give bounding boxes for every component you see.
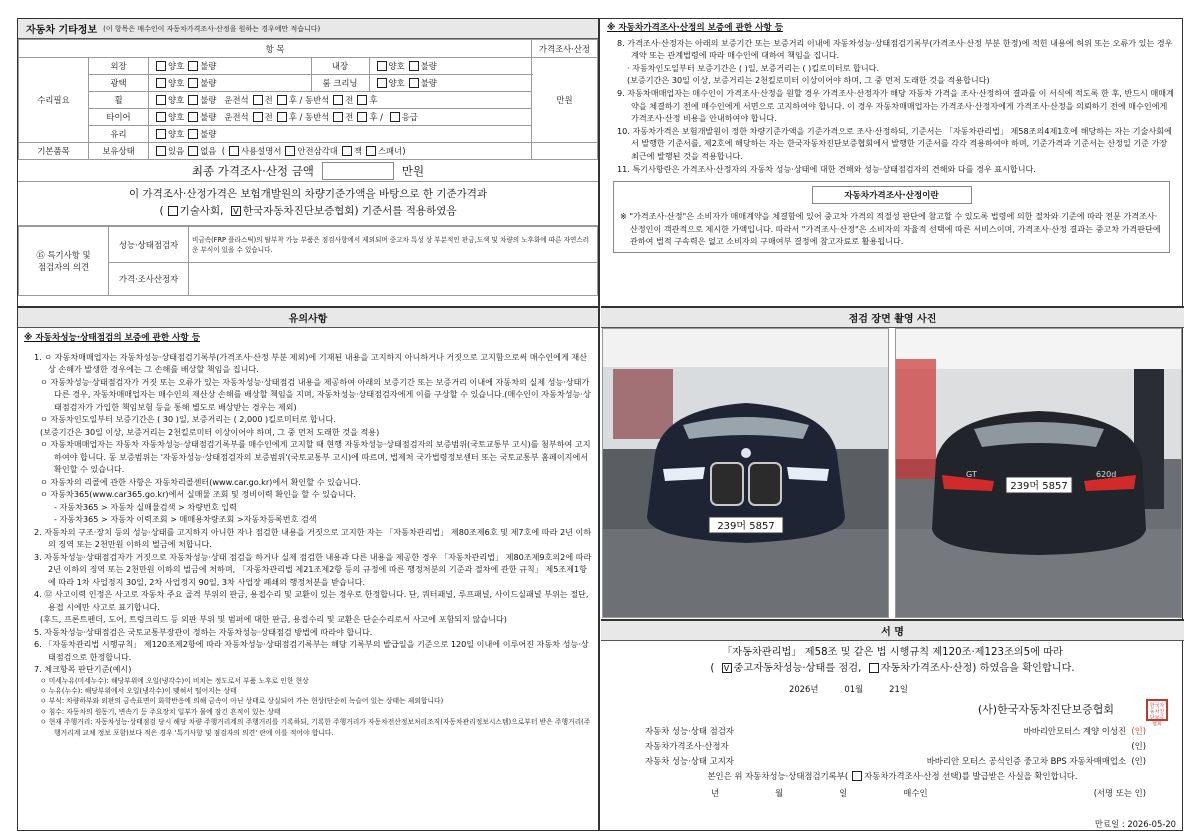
label-passenger: 동반석 xyxy=(305,112,330,122)
checkbox-cleaning-bad[interactable] xyxy=(409,78,419,88)
buyer-year: 년 xyxy=(711,788,720,798)
rear-plate-text: 239머 5857 xyxy=(1010,481,1068,492)
buyer-month: 월 xyxy=(775,788,784,798)
sign-opt2: 자동차가격조사·산정) 하였음을 확인합니다. xyxy=(880,663,1075,674)
price-basis-text: 이 가격조사·산정가격은 보험개발원의 차량기준가액을 바탕으로 한 기준가격과 xyxy=(128,188,488,200)
notice-item: 2. 자동차의 구조·장치 등의 성능·상태를 고지하지 아니한 자나 점검한 내용을 거짓으로 고지한 자는 「자동차관리법」 제80조제6호 및 제7호에 따라 2년 이하의 징역 또는 2천만원 이하의 벌금에 처합니다. xyxy=(34,526,592,550)
label-front: 전 xyxy=(345,112,354,122)
row-exterior: 외장 xyxy=(89,58,149,75)
label-rear: 후 xyxy=(369,112,378,122)
checkbox-wheel-pass-front[interactable] xyxy=(333,95,343,105)
sign-row-inspector xyxy=(601,717,1184,737)
photo-section xyxy=(601,306,1184,328)
signature-statement: 「자동차관리법」 제58조 및 같은 법 시행규칙 제120조·제123조의5에 따라 ( V 중고자동차성능·상태를 점검, 자동차가격조사·산정) 하였음을 확인합니다. xyxy=(601,641,1184,677)
notice-list xyxy=(24,351,592,738)
row-polish: 광택 xyxy=(89,75,149,92)
checkbox-have[interactable] xyxy=(156,146,166,156)
checkbox-polish-good[interactable] xyxy=(156,78,166,88)
basis-tail: ) 기준서를 적용하였음 xyxy=(354,205,457,217)
label-good: 양호 xyxy=(168,61,185,71)
notice-item: ㅇ 자동차인도일부터 보증기간은 ( 30 )일, 보증거리는 ( 2,000 )킬로미터로 합니다. xyxy=(40,414,336,425)
kidney-grille-right xyxy=(749,463,781,505)
checkbox-tire-bad[interactable] xyxy=(188,112,198,122)
inspection-record-sheet xyxy=(17,18,1183,831)
buyer-day: 일 xyxy=(839,788,848,798)
row-wheel: 휠 xyxy=(89,92,149,109)
checkbox-confirm-price[interactable] xyxy=(852,771,862,781)
price-inspector-comment xyxy=(189,263,598,296)
label-spanner: 스패너 xyxy=(377,146,403,156)
final-price-row xyxy=(18,160,598,182)
checkbox-tire-driver-rear[interactable] xyxy=(277,112,287,122)
sign-r3-value: 바바리안 모터스 공식인증 중고차 BPS 자동차매매업소 xyxy=(926,756,1127,766)
notice-item: 5. 자동차성능·상태점검은 국토교통부장관이 정하는 자동차성능·상태점검 방법에 따라야 합니다. xyxy=(34,626,373,637)
sign-row-notifier xyxy=(601,752,1184,767)
notice-item: (보증기간은 30일 이상, 보증거리는 2천킬로미터 이상이어야 하며, 그 중 먼저 도래한 것을 적용) xyxy=(40,426,380,437)
perf-inspector-comment: 비금속(FRP 플라스틱)의 탈부착 가능 부품은 점검사항에서 제외되며 중고차 특성 상 부분적인 판금,도색 및 차량의 노후화에 따른 자연스러운 부식이 있을 수 있습니다. xyxy=(189,227,598,263)
notice-item: (후드, 프론트펜더, 도어, 트렁크리드 등 외판 부위 및 범퍼에 대한 판금, 용접수리 및 교환은 단순수리로서 사고에 포함되지 않습니다) xyxy=(40,614,507,625)
checkbox-tire-pass-rear[interactable] xyxy=(357,112,367,122)
checkbox-cleaning-good[interactable] xyxy=(377,78,387,88)
col-price-header: 가격조사·산정 xyxy=(532,40,598,58)
label-driver: 운전석 xyxy=(224,95,249,105)
checkbox-exterior-good[interactable] xyxy=(156,61,166,71)
checkbox-glass-bad[interactable] xyxy=(188,129,198,139)
label-bad: 불량 xyxy=(200,129,217,139)
row-room-cleaning: 룸 크리닝 xyxy=(311,75,369,92)
buyer-row xyxy=(601,782,1184,799)
label-passenger: 동반석 xyxy=(305,95,330,105)
item11: 11. 특기사항란은 가격조사·산정자의 자동차 성능·상태에 대한 견해와 성능·상태점검자의 견해와 다를 경우 표시합니다. xyxy=(617,163,1036,174)
price-warranty-title: ※ 자동차가격조사·산정의 보증에 관한 사항 등 xyxy=(607,23,784,33)
checkbox-tire-pass-front[interactable] xyxy=(333,112,343,122)
label-rear: 후 xyxy=(369,95,378,105)
rear-car-image xyxy=(896,329,1182,618)
label-have: 있음 xyxy=(168,146,185,156)
notice-item: ㅇ 누유(누수): 해당부위에서 오일(냉각수)이 맺혀서 떨어지는 상태 xyxy=(40,687,237,695)
special-notes-table xyxy=(18,226,598,296)
rear-car-photo xyxy=(895,328,1182,618)
notice-body xyxy=(18,328,598,738)
bmw-logo xyxy=(741,448,751,458)
confirm-post: 자동차가격조사·산정 선택)를 발급받은 사실을 확인합니다. xyxy=(864,771,1078,781)
sign-year: 2026년 xyxy=(789,684,819,694)
label-none: 없음 xyxy=(200,146,217,156)
item8-warranty: · 자동차인도일부터 보증기간은 ( )일, 보증거리는 ( )킬로미터로 합니다. xyxy=(627,62,880,73)
checkbox-tire-emergency[interactable] xyxy=(390,112,400,122)
bg-equipment xyxy=(896,359,936,479)
checkbox-wheel-driver-front[interactable] xyxy=(253,95,263,105)
sign-opt1: 중고자동차성능·상태를 점검, xyxy=(733,663,862,674)
sign-day: 21일 xyxy=(889,684,908,694)
label-front: 전 xyxy=(264,112,273,122)
item8: 8. 가격조사·산정자는 아래의 보증기간 또는 보증거리 이내에 자동차성능·상태점검기록부(가격조사·산정 부분 한정)에 적힌 내용에 허위 또는 오류가 있는 경우 계약 또는 관계법령에 따라 매수인에 대하여 책임을 집니다. xyxy=(617,37,1173,61)
checkbox-wheel-bad[interactable] xyxy=(188,95,198,105)
sign-r1-seal: (인) xyxy=(1131,726,1146,736)
label-emergency: 응급 xyxy=(401,112,418,122)
bg-ceiling xyxy=(603,329,889,367)
right-column xyxy=(601,19,1184,830)
price-warranty-section xyxy=(601,19,1184,306)
checkbox-interior-good[interactable] xyxy=(377,61,387,71)
notice-item: 6. 「자동차관리법 시행규칙」 제120조제2항에 따라 자동차성능·상태점검기록부는 해당 기록부의 발급일을 기준으로 120일 이내에 이루어진 자동차 성능·상태점검으로 한정합니다. xyxy=(34,639,589,662)
checkbox-jack[interactable] xyxy=(342,146,352,156)
checkbox-triangle[interactable] xyxy=(285,146,295,156)
headlight-right xyxy=(787,467,829,481)
notice-item: - 자동차365 > 자동차 이력조회 > 매매용차량조회 >자동차등록번호 검색 xyxy=(54,514,317,525)
label-front: 전 xyxy=(345,95,354,105)
row-tire: 타이어 xyxy=(89,109,149,126)
checkbox-basis-engineer[interactable] xyxy=(168,206,178,216)
notice-title: ※ 자동차성능·상태점검의 보증에 관한 사항 등 xyxy=(24,333,201,343)
label-manual: 사용설명서 xyxy=(240,146,282,156)
sign-r1-label: 자동차 성능·상태 점검자 xyxy=(645,726,734,736)
label-bad: 불량 xyxy=(420,61,437,71)
checkbox-polish-bad[interactable] xyxy=(188,78,198,88)
checkbox-exterior-bad[interactable] xyxy=(188,61,198,71)
sign-r3-seal: (인) xyxy=(1131,756,1146,766)
other-info-table: 항 목 가격조사·산정 수리필요 외장 양호 불량 내장 양호 불량 만원 광택 양호 불량 룸 크리닝 양호 불량 휠 양호 불량 운전석 전 후 / 동반석 전 후 타이어 양호 불량 운전석 전 후 / 동반석 전 후 / 응급 유리 양호 불량 기본품목 보유상태 있음 없음 ( 사용설명서 안전삼각대 잭 스패너) xyxy=(18,39,598,160)
bg-equipment xyxy=(613,369,673,439)
org-stamp: 한국자동차진단보증협회 xyxy=(1146,699,1168,721)
sign-confirm xyxy=(601,767,1184,782)
label-good: 양호 xyxy=(168,129,185,139)
front-car-photo xyxy=(602,328,889,618)
checkbox-manual[interactable] xyxy=(229,146,239,156)
checkbox-sign-condition[interactable]: V xyxy=(722,663,732,673)
confirm-pre: 본인은 위 자동차성능·상태점검기록부( xyxy=(707,771,849,781)
sign-org: (사)한국자동차진단보증협회 xyxy=(977,703,1114,716)
checkbox-spanner[interactable] xyxy=(366,146,376,156)
checkbox-basis-kada[interactable]: V xyxy=(231,206,241,216)
notice-item: ㅇ 자동차성능·상태점검자가 거짓 또는 오류가 있는 자동차성능·상태점검 내용을 제공하여 아래의 보증기간 또는 보증거리 이내에 자동차의 실제 성능·상태가 다른 경우, 자동차매매업자는 매수인의 재산상 손해를 배상할 책임을 지며, 자동차성능·상태점검자에게 이를 구상할 수 있습니다.(매수인이 자동차성능·상태점검자가 가입한 책임보험 등을 통해 별도로 배상받는 경우는 제외) xyxy=(40,376,591,412)
price-def-text: ※ "가격조사·산정"은 소비자가 매매계약을 체결함에 있어 중고차 가격의 적절성 판단에 참고할 수 있도록 법령에 의한 절차와 기준에 따라 전문 가격조사·산정인이 객관적으로 제시한 가액입니다. 따라서 "가격조사·산정"은 소비자의 자율적 선택에 따른 서비스이며, 가격조사·산정 결과는 중고차 가격판단에 관하여 법적 구속력은 없고 소비자의 구매여부 결정에 참고자료로 활용됩니다. xyxy=(620,211,1161,247)
notice-item: ㅇ 자동차매매업자는 자동차 자동차성능·상태점검기록부를 매수인에게 고지할 때 현행 자동차성능·상태점검자의 보증범위(국토교통부 고시)를 첨부하여 고지하여야 합니다. 동 보증범위는 '자동차성능·상태점검자의 보증범위'(국토교통부 고시)에 따르며, 법제처 국가법령정보센터 또는 국토교통부 홈페이지에서 확인할 수 있습니다. xyxy=(40,439,591,475)
expiry-date: 만료일 : 2026-05-20 xyxy=(1094,819,1176,829)
notice-item: ㅇ 미세누유(미세누수): 해당부위에 오일(냉각수)이 비치는 정도로서 부품 노후로 인한 현상 xyxy=(40,676,309,685)
price-basis: 이 가격조사·산정가격은 보험개발원의 차량기준가액을 바탕으로 한 기준가격과 ( 기술사회, V 한국자동차진단보증협회) 기준서를 적용하였음 xyxy=(18,182,598,226)
label-bad: 불량 xyxy=(200,95,217,105)
notice-item: ㅇ 침수: 자동차의 원동기, 변속기 등 주요장치 일부가 물에 잠긴 흔적이 있는 상태 xyxy=(40,707,281,716)
notice-item: 4. ⑫ 사고이력 인정은 사고로 자동차 주요 골격 부위의 판금, 용접수리 및 교환이 있는 경우로 한정합니다. 단, 쿼터패널, 루프패널, 사이드실패널 부위는 절단, 용접 시에만 사고로 표기합니다. xyxy=(34,589,589,612)
front-car-image xyxy=(603,329,889,618)
item10: 10. 자동차가격은 보험개발원이 정한 차량기준가액을 기준가격으로 조사·산정하되, 기준서는 「자동차관리법」 제58조의4제1호에 해당하는 자는 기술사회에서 발행한 기준서를, 제2호에 해당하는 자는 한국자동차진단보증협회에서 발행한 기준서를 각각 적용하여야 하며, 기준가격과 기준서는 산정일 기준 가장 최근에 발행된 것을 적용합니다. xyxy=(617,125,1172,161)
final-price-unit: 만원 xyxy=(401,163,425,178)
sign-r1-value: 바바리안모터스 계양 이성진 xyxy=(1023,726,1127,736)
perf-inspector-label: 성능·상태점검자 xyxy=(109,227,189,263)
label-jack: 잭 xyxy=(353,146,362,156)
sign-r2-label: 자동차가격조사·산정자 xyxy=(645,741,729,751)
label-rear: 후 xyxy=(288,112,297,122)
other-info-note: (이 항목은 매수인이 자동차가격조사·산정을 원하는 경우에만 적습니다) xyxy=(103,24,321,33)
signature-section xyxy=(601,619,1184,832)
checkbox-interior-bad[interactable] xyxy=(409,61,419,71)
label-driver: 운전석 xyxy=(224,112,249,122)
notice-item: ㅇ 부식: 차량하부와 외판의 금속표면이 화학반응에 의해 금속이 아닌 상태로 상실되어 가는 현상(단순히 녹슬어 있는 상태는 제외합니다) xyxy=(40,697,444,706)
sign-row-price xyxy=(601,737,1184,752)
label-bad: 불량 xyxy=(200,112,217,122)
item9: 9. 자동차매매업자는 매수인이 가격조사·산정을 원할 경우 가격조사·산정자가 해당 자동차 가격을 조사·산정하여 결과를 이 서식에 적도록 한 후, 반드시 매매계약을 체결하기 전에 매수인에게 서면으로 고지하여야 합니다. 이 경우 자동차매매업자는 가격조사·산정자에게 가격조사·산정을 의뢰하기 전에 매수인에게 가격조사·산정 비용을 안내하여야 합니다. xyxy=(617,87,1174,124)
label-bad: 불량 xyxy=(200,61,217,71)
col-item-header: 항 목 xyxy=(19,40,532,58)
label-triangle: 안전삼각대 xyxy=(297,146,338,156)
label-good: 양호 xyxy=(168,112,185,122)
checkbox-sign-price[interactable] xyxy=(869,663,879,673)
rear-badge: GT xyxy=(966,470,977,479)
label-good: 양호 xyxy=(168,95,185,105)
row-glass: 유리 xyxy=(89,126,149,143)
kidney-grille-left xyxy=(711,463,743,505)
label-front: 전 xyxy=(264,95,273,105)
bg-ceiling xyxy=(896,329,1182,369)
signature-header: 서 명 xyxy=(601,621,1184,641)
checkbox-glass-good[interactable] xyxy=(156,129,166,139)
group-repair: 수리필요 xyxy=(19,58,89,143)
basis-opt1: 기술사회, xyxy=(179,205,224,217)
notice-item: ㅇ 자동차의 리콜에 관한 사항은 자동차리콜센터(www.car.go.kr)에서 확인할 수 있습니다. xyxy=(40,476,361,487)
checkbox-none[interactable] xyxy=(188,146,198,156)
checkbox-wheel-good[interactable] xyxy=(156,95,166,105)
row-interior: 내장 xyxy=(311,58,369,75)
rear-model: 620d xyxy=(1096,470,1117,479)
final-price-label: 최종 가격조사·산정 금액 xyxy=(191,163,314,178)
sign-r3-label: 자동차 성능·상태 고지자 xyxy=(645,756,734,766)
front-plate-text: 239머 5857 xyxy=(717,521,775,532)
price-def-title: 자동차가격조사·산정이란 xyxy=(812,186,972,204)
special-label: ⑮ 특기사항 및 점검자의 의견 xyxy=(19,227,109,296)
price-def-box xyxy=(613,181,1170,253)
label-bad: 불량 xyxy=(200,78,217,88)
sign-month: 01월 xyxy=(844,684,864,694)
photo-header: 점검 장면 촬영 사진 xyxy=(601,308,1184,328)
price-unit-cell: 만원 xyxy=(532,58,598,143)
other-info-title: 자동차 기타정보 xyxy=(26,25,98,36)
checkbox-wheel-pass-rear[interactable] xyxy=(357,95,367,105)
label-bad: 불량 xyxy=(420,78,437,88)
notice-item: ㅇ 자동차365(www.car365.go.kr)에서 실매물 조회 및 정비이력 확인을 할 수 있습니다. xyxy=(40,489,356,500)
buyer-label: 매수인 xyxy=(903,788,928,798)
basic-price-cell xyxy=(532,143,598,160)
sign-date xyxy=(601,677,1184,695)
label-rear: 후 xyxy=(288,95,297,105)
notice-header: 유의사항 xyxy=(18,308,598,328)
checkbox-tire-good[interactable] xyxy=(156,112,166,122)
sign-r2-seal: (인) xyxy=(1131,741,1146,751)
checkbox-tire-driver-front[interactable] xyxy=(253,112,263,122)
price-inspector-label: 가격·조사산정자 xyxy=(109,263,189,296)
left-column xyxy=(18,19,600,830)
basis-opt2: 한국자동차진단보증협회 xyxy=(242,205,355,217)
notice-section xyxy=(18,306,598,738)
sign-line1: 「자동차관리법」 제58조 및 같은 법 시행규칙 제120조·제123조의5에 따라 xyxy=(722,647,1063,658)
notice-item: 7. 체크항목 판단기준(예시) xyxy=(34,664,132,675)
notice-item: 1. ㅇ 자동차매매업자는 자동차성능·상태점검기록부(가격조사·산정 부분 제외)에 기재된 내용을 고지하지 아니하거나 거짓으로 고지함으로써 매수인에게 재산상 손해가 발생한 경우에는 그 손해를 배상할 책임을 집니다. xyxy=(34,351,588,375)
label-good: 양호 xyxy=(168,78,185,88)
headlight-left xyxy=(663,467,705,481)
group-basic: 기본품목 xyxy=(19,143,89,160)
label-good: 양호 xyxy=(388,61,405,71)
row-possession: 보유상태 xyxy=(89,143,149,160)
final-price-input[interactable] xyxy=(322,162,394,180)
other-info-header xyxy=(18,19,598,39)
notice-item: 3. 자동차성능·상태점검자가 거짓으로 자동차성능·상태 점검을 하거나 실제 점검한 내용과 다른 내용을 제공한 경우 「자동차관리법」 제80조제9호의2에 따라 2년 이하의 징역 또는 2천만원 이하의 벌금에 처하며, 「자동차관리법 제21조제2항 등의 규정에 따른 행정처분의 기준과 절차에 관한 규칙」 제5조제1항에 따라 1차 사업정지 30일, 2차 사업정지 90일, 3차 사업장 폐쇄의 행정처분을 받습니다. xyxy=(34,551,592,587)
notice-item: - 자동차365 > 자동차 실매물검색 > 차량번호 입력 xyxy=(54,501,237,512)
buyer-sign: (서명 또는 인) xyxy=(1093,788,1146,798)
notice-item: ㅇ 현재 주행거리: 자동차성능·상태점검 당시 해당 차량 주행거리계의 주행거리를 기록하되, 기록한 주행거리가 자동차전산정보처리조직(자동차관리정보시스템)으로부터 받은 주행거리(주행거리계 교체 정보 포함)보다 적은 경우 '특기사항 및 점검자의 의견' 란에 이를 적어야 합니다. xyxy=(40,718,591,737)
checkbox-wheel-driver-rear[interactable] xyxy=(277,95,287,105)
item8-note: (보증기간은 30일 이상, 보증거리는 2천킬로미터 이상이어야 하며, 그 중 먼저 도래한 것을 적용합니다) xyxy=(627,75,990,86)
label-good: 양호 xyxy=(388,78,405,88)
